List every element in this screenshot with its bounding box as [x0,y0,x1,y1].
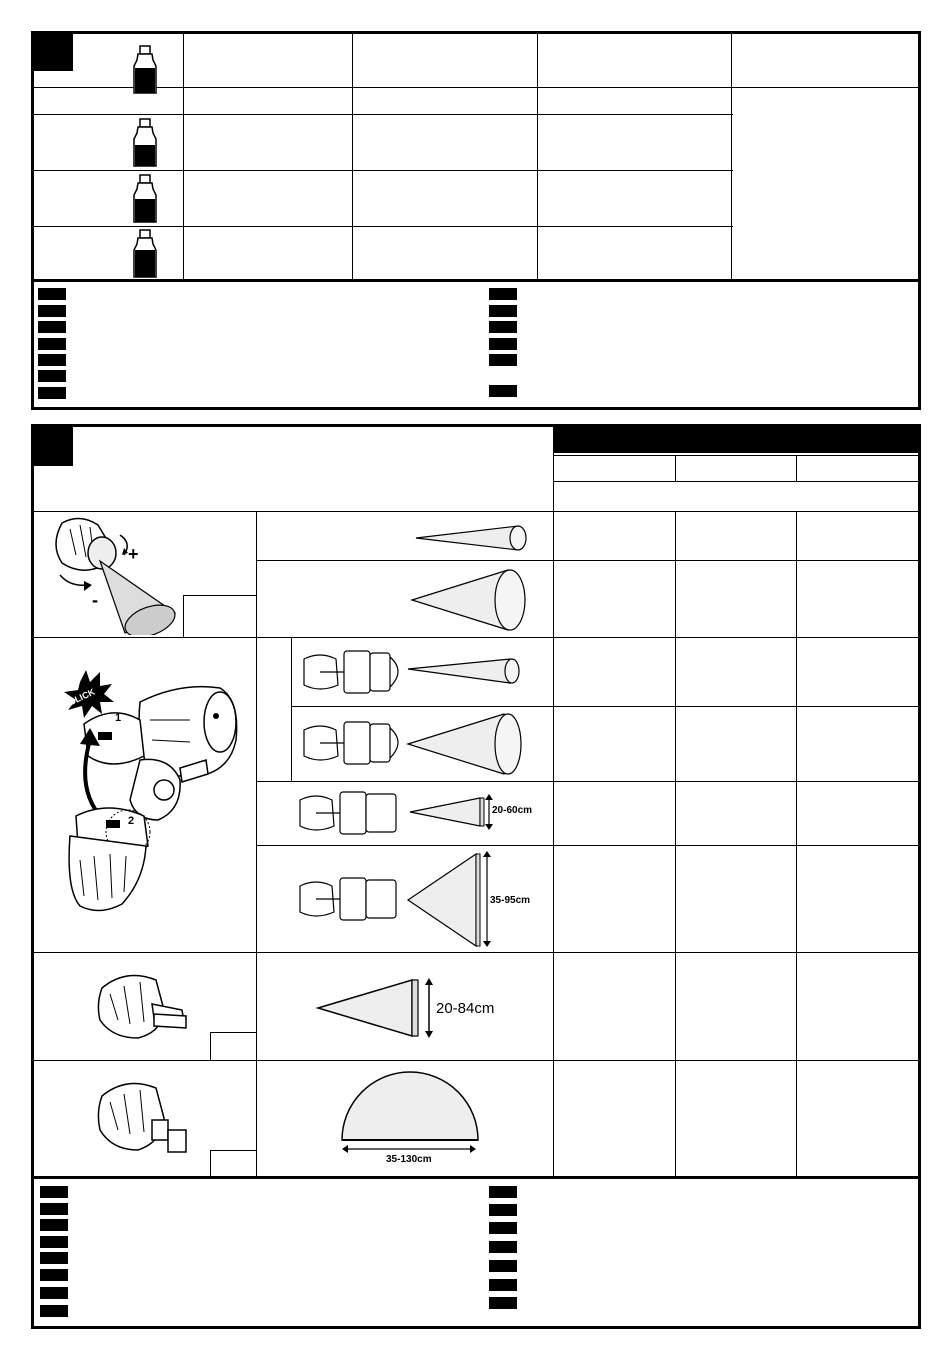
legend-tag [489,288,517,300]
section2-header-bar [553,426,919,453]
legend-tag [489,1186,517,1198]
width-label-35-95: 35-95cm [490,895,531,906]
legend-tag [38,321,66,333]
legend-tag [38,305,66,317]
legend-tag [38,354,66,366]
narrow-cone-icon [412,520,532,556]
click-label: CLICK [67,686,97,708]
legend-tag [489,354,517,366]
nozzle-setting-1-narrow-icon [300,643,526,701]
width-label-20-60: 20-60cm [492,805,533,816]
flat-nozzle-illustration [92,964,196,1052]
nozzle-setting-3-icon [296,850,492,950]
width-label-20-84: 20-84cm [436,1000,495,1017]
bottle-icon [132,228,158,280]
fan-nozzle-illustration [92,1072,196,1164]
legend-tag [40,1236,68,1248]
small-label-box [210,1150,256,1176]
legend-tag [40,1219,68,1231]
legend-tag [38,387,66,399]
small-label-box [210,1032,256,1060]
wide-cone-icon [408,566,532,634]
legend-tag [489,1241,517,1253]
plus-sign: + [128,544,139,564]
legend-tag [489,1222,517,1234]
legend-tag [489,321,517,333]
legend-tag [38,338,66,350]
fan-pattern-icon [338,1068,482,1148]
width-arrow [424,978,434,1038]
legend-tag [489,1204,517,1216]
minus-sign: - [92,590,98,610]
legend-tag [489,338,517,350]
bottle-icon [132,117,158,169]
legend-tag [40,1252,68,1264]
legend-tag [40,1269,68,1281]
legend-tag [489,305,517,317]
legend-tag [489,1260,517,1272]
legend-tag [40,1186,68,1198]
dial-mark-2: 2 [128,815,135,827]
flat-fan-icon [314,976,430,1040]
legend-tag [489,385,517,397]
section2-number-badge [33,426,73,466]
legend-tag [489,1297,517,1309]
legend-tag [38,288,66,300]
legend-tag [489,1279,517,1291]
width-arrow [342,1144,476,1154]
legend-tag [40,1305,68,1317]
bottle-icon [132,173,158,225]
dial-mark-1: 1 [115,712,122,724]
nozzle-setting-2-icon [296,786,492,842]
bottle-icon [132,44,158,96]
small-label-box [183,595,256,637]
legend-tag [38,370,66,382]
legend-tag [40,1287,68,1299]
adjustable-nozzle-illustration [40,515,180,635]
nozzle-setting-1-wide-icon [300,710,526,778]
legend-tag [40,1203,68,1215]
section1-number-badge [33,33,73,71]
width-label-35-130: 35-130cm [386,1154,432,1165]
